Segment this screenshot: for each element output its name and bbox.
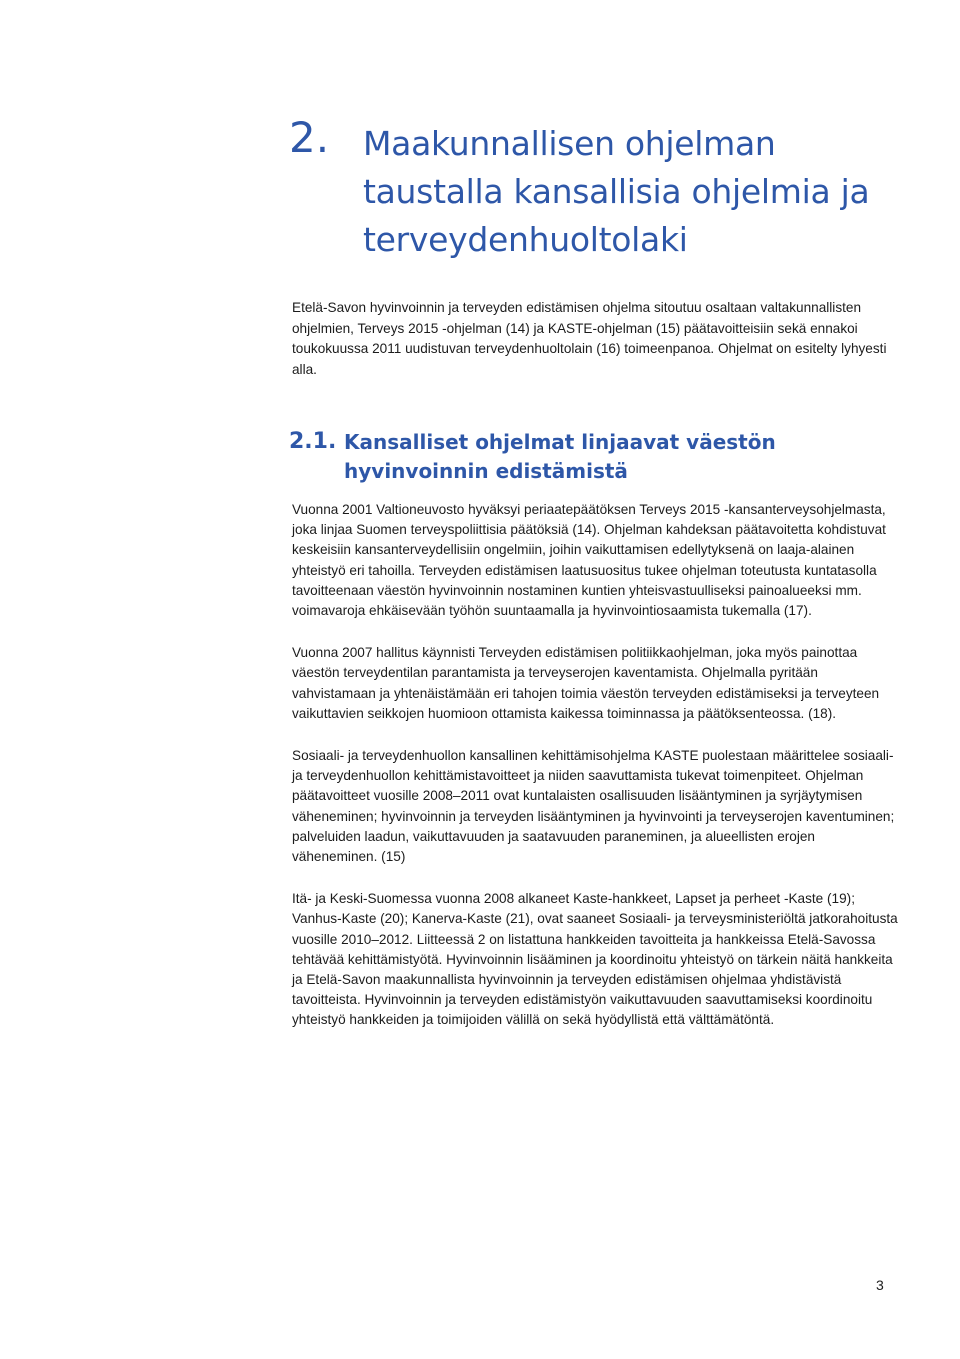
section-title [344,428,904,486]
body-paragraph: Itä- ja Keski-Suomessa vuonna 2008 alkaneet Kaste-hankkeet, Lapset ja perheet -Kaste (19); Vanhus-Kaste (20); Kanerva-Kaste (21), ovat saaneet Sosiaali- ja terveysministeriöltä jatkorahoitusta vuosille 2010–2012. Liitteessä 2 on listattuna hankkeiden tavoitteita ja hankkeissa Etelä-Savossa tehtävää kehittämistyötä. Hyvinvoinnin lisääminen ja koordinoitu yhteistyö on tärkein näitä hankkeita ja Etelä-Savon maakunnallista hyvinvoinnin ja terveyden edistämisen ohjelmaa yhdistävistä tavoitteista. Hyvinvoinnin ja terveyden edistämistyön vaikuttavuuden saavuttamiseksi koordinoitu yhteistyö hankkeiden ja toimijoiden välillä on sekä hyödyllistä että välttämätöntä. [292,891,898,1028]
section-number: 2.1. [289,429,337,454]
section-title-line: hyvinvoinnin edistämistä [344,459,628,483]
body-paragraph: Vuonna 2001 Valtioneuvosto hyväksyi periaatepäätöksen Terveys 2015 -kansanterveysohjelmasta, joka linjaa Suomen terveyspoliittisia päätöksiä (14). Ohjelman kahdeksan päätavoitetta kohdistuvat keskeisiin kansanterveydellisiin ongelmiin, joihin vaikuttamisen edellytyksenä on laaja-alainen yhteistyö eri tahoilla. Terveyden edistämisen laatusuositus tukee ohjelman toteutusta kuntatasolla tavoitteenaan väestön hyvinvoinnin nostaminen kuntien yhteisvastuulliseksi painoalueeksi mm. voimavaroja ehkäisevään työhön suuntaamalla ja hyvinvointiosaamista tukemalla (17). [292,502,886,619]
body-paragraph: Sosiaali- ja terveydenhuollon kansallinen kehittämisohjelma KASTE puolestaan määrittelee sosiaali- ja terveydenhuollon kehittämistavoitteet ja niiden saavuttamista tukevat toimenpiteet. Ohjelman päätavoitteet vuosille 2008–2011 ovat kuntalaisten osallisuuden lisääntyminen ja syrjäytymisen väheneminen; hyvinvoinnin ja terveyden lisääntyminen ja hyvinvointi ja terveyserojen kaventuminen; palveluiden laadun, vaikuttavuuden ja saatavuuden paraneminen, ja alueellisten erojen väheneminen. (15) [292,748,895,865]
chapter-title-line: terveydenhuoltolaki [363,220,688,259]
chapter-number: 2. [289,113,330,162]
section-body [292,500,898,1053]
intro-paragraph: Etelä-Savon hyvinvoinnin ja terveyden edistämisen ohjelma sitoutuu osaltaan valtakunnallisten ohjelmien, Terveys 2015 -ohjelman (14) ja KASTE-ohjelman (15) päätavoitteisiin sekä ennakoi toukokuussa 2011 uudistuvan terveydenhuoltolain (16) toimeenpanoa. Ohjelmat on esitelty lyhyesti alla. [292,300,887,377]
chapter-title-line: Maakunnallisen ohjelman [363,124,776,163]
chapter-title [363,120,923,264]
body-paragraph: Vuonna 2007 hallitus käynnisti Terveyden edistämisen politiikkaohjelman, joka myös painottaa väestön terveydentilan parantamista ja terveyserojen kaventamista. Ohjelmalla pyritään vahvistamaan ja yhtenäistämään eri tahojen toimia väestön terveyden edistämiseksi ja terveyteen vaikuttavien seikkojen huomioon ottamista kaikessa toiminnassa ja päätöksenteossa. (18). [292,645,880,721]
page-number: 3 [876,1277,884,1293]
chapter-title-line: taustalla kansallisia ohjelmia ja [363,172,870,211]
section-title-line: Kansalliset ohjelmat linjaavat väestön [344,430,776,454]
